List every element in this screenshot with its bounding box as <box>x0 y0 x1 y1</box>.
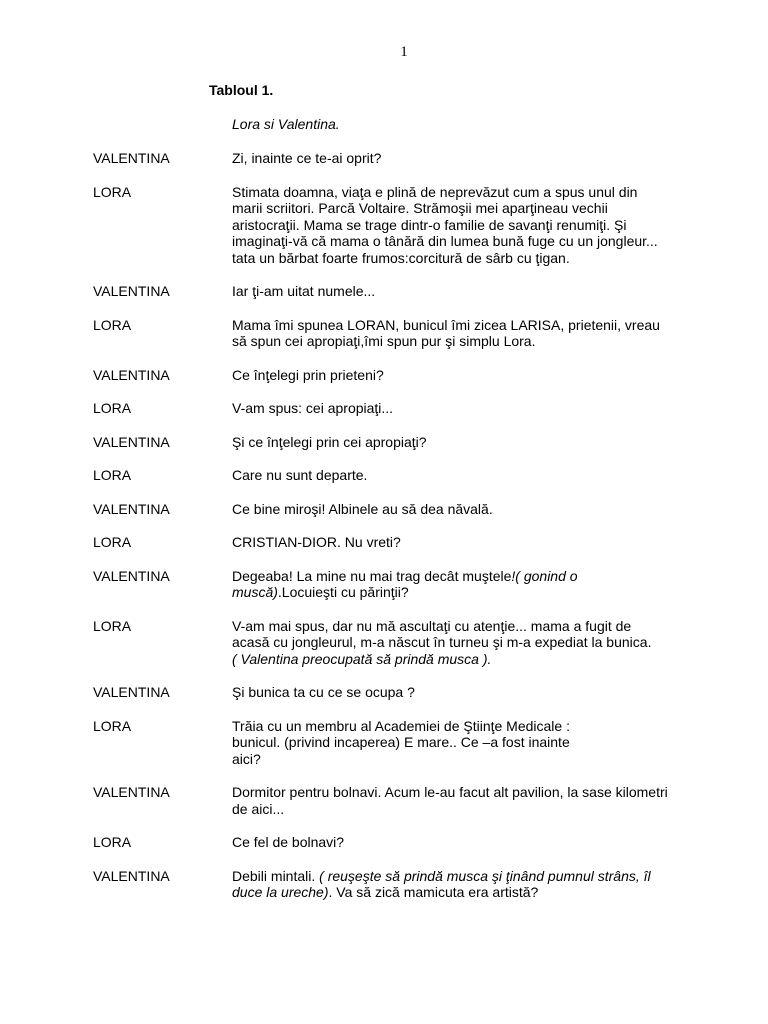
stage-direction-inline: ( Valentina preocupată să prindă musca ). <box>232 650 492 667</box>
speech-segment: Iar ţi-am uitat numele... <box>232 283 376 299</box>
dialogue-line <box>93 184 733 267</box>
speaker-name: VALENTINA <box>93 500 170 517</box>
speech-text <box>232 467 724 484</box>
dialogue-line <box>93 784 733 817</box>
dialogue-line <box>93 868 733 901</box>
speaker-name: VALENTINA <box>93 784 170 800</box>
speech-text <box>232 184 724 267</box>
speech-segment: Ce fel de bolnavi? <box>232 834 345 850</box>
speech-segment: Mama îmi spunea LORAN, bunicul îmi zicea LARISA, prietenii, vreau să spun cei apropiaţi,îmi spun pur şi simplu Lora. <box>232 316 660 349</box>
speech-segment: Dormitor pentru bolnavi. Acum le-au facut alt pavilion, la sase kilometri de aici... <box>232 784 668 817</box>
dialogue-line <box>93 367 733 384</box>
dialogue-list <box>93 150 733 918</box>
speech-segment: V-am spus: cei apropiaţi... <box>232 400 394 416</box>
speech-text <box>232 618 724 668</box>
speech-text <box>232 400 724 417</box>
speech-segment: V-am mai spus, dar nu mă ascultaţi cu atenţie... mama a fugit de acasă cu jongleurul, m-a născut în turneu şi m-a expediat la bunica. <box>232 617 652 650</box>
speech-segment: Ce înţelegi prin prieteni? <box>232 366 384 383</box>
speech-text <box>232 501 724 518</box>
speech-text <box>232 718 724 768</box>
speaker-name: LORA <box>93 534 132 550</box>
speaker-name: LORA <box>93 834 132 850</box>
speaker-name: VALENTINA <box>93 684 170 700</box>
speaker-name: LORA <box>93 717 132 734</box>
speech-segment: Stimata doamna, viaţa e plină de neprevăzut cum a spus unul din marii scriitori. Parcă Voltaire. Strămoşii mei aparţineau vechii aristocraţii. Mama se trage dintr-o familie de savanţi renumiţi. Şi imaginaţi-vă că mama o tânără din lumea bună fuge cu un jongleur... tata un bărbat foarte frumos:corcitură de sârb cu ţigan. <box>232 183 658 266</box>
speaker-name: LORA <box>93 617 132 634</box>
speech-segment: .Locuieşti cu părinţii? <box>277 584 409 600</box>
speech-text <box>232 150 724 167</box>
speech-text <box>232 283 724 300</box>
speech-segment: Şi bunica ta cu ce se ocupa ? <box>232 684 415 700</box>
speech-segment: . Va să zică mamicuta era artistă? <box>328 884 539 900</box>
speaker-name: VALENTINA <box>93 567 170 584</box>
speech-text <box>232 317 724 350</box>
dialogue-line <box>93 568 733 601</box>
speech-segment: Ce bine miroşi! Albinele au să dea năvală. <box>232 500 493 517</box>
speaker-name: LORA <box>93 316 132 333</box>
speech-text <box>232 534 724 551</box>
stage-direction-inline: !( gonind o muscă) <box>232 567 578 600</box>
page-number: 1 <box>400 44 408 60</box>
dialogue-line <box>93 150 733 167</box>
dialogue-line <box>93 534 733 551</box>
speech-segment: Zi, inainte ce te-ai oprit? <box>232 150 382 166</box>
speaker-name: VALENTINA <box>93 150 170 166</box>
dialogue-line <box>93 400 733 417</box>
speech-segment: Debili mintali. <box>232 867 320 884</box>
speaker-name: VALENTINA <box>93 867 170 884</box>
speaker-name: VALENTINA <box>93 433 170 450</box>
speech-text <box>232 784 724 817</box>
dialogue-line <box>93 317 733 350</box>
dialogue-line <box>93 718 733 768</box>
speech-segment: Care nu sunt departe. <box>232 467 368 483</box>
speech-text <box>232 684 724 701</box>
speech-text <box>232 568 724 601</box>
dialogue-line <box>93 684 733 701</box>
speaker-name: LORA <box>93 467 132 483</box>
speaker-name: LORA <box>93 183 132 200</box>
stage-direction-inline: ( reuşeşte să prindă musca şi ţinând pumnul strâns, îl duce la ureche) <box>232 867 651 900</box>
speech-text <box>232 834 724 851</box>
speech-text <box>232 868 724 901</box>
stage-direction: Lora si Valentina. <box>232 116 340 132</box>
speech-segment: Degeaba! La mine nu mai trag decât muştele <box>232 567 512 584</box>
speech-text <box>232 367 724 384</box>
speaker-name: VALENTINA <box>93 283 170 299</box>
dialogue-line <box>93 283 733 300</box>
dialogue-line <box>93 467 733 484</box>
scene-title: Tabloul 1. <box>209 82 274 98</box>
speech-segment: Trăia cu un membru al Academiei de Ştiinţe Medicale : bunicul. (privind incaperea) E mare.. Ce –a fost inainte aici? <box>232 717 570 767</box>
speaker-name: LORA <box>93 400 132 416</box>
dialogue-line <box>93 501 733 518</box>
dialogue-line <box>93 434 733 451</box>
speech-text <box>232 434 724 451</box>
speaker-name: VALENTINA <box>93 366 170 383</box>
dialogue-line <box>93 618 733 668</box>
speech-segment: Şi ce înţelegi prin cei apropiaţi? <box>232 433 427 450</box>
speech-segment: CRISTIAN-DIOR. Nu vreti? <box>232 534 401 550</box>
dialogue-line <box>93 834 733 851</box>
